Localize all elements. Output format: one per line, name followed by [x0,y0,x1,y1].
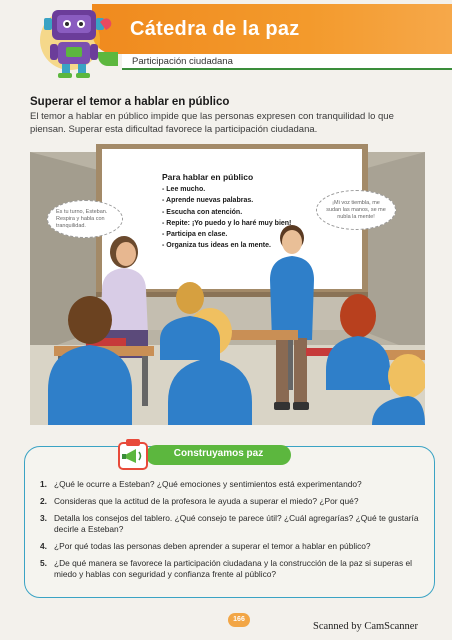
teacher-speech-bubble [47,200,123,238]
question-text: ¿De qué manera se favorece la participación ciudadana y la construcción de la paz si superas el miedo y hablas con seguridad y confianza frente al público? [54,558,412,579]
question-number: 3. [40,513,47,523]
student-thought-text: ¡Mi voz tiembla, me sudan las manos, se me nubla la mente! [326,199,386,220]
board-tip: - Lee mucho. [162,184,291,195]
board-tip: - Organiza tus ideas en la mente. [162,240,291,251]
list-item [40,513,425,535]
header-banner [92,4,452,66]
board-tip: - Repite: ¡Yo puedo y lo haré muy bien! [162,218,291,229]
board-tip: - Aprende nuevas palabras. [162,195,291,206]
question-text: ¿Qué le ocurre a Esteban? ¿Qué emociones y sentimientos está experimentando? [54,479,362,489]
question-number: 2. [40,496,47,506]
list-item [40,558,425,580]
list-item [40,496,425,507]
teacher-speech-text: Es tu turno, Esteban. Respira y habla con tranquilidad. [56,208,108,229]
list-item [40,541,425,552]
section-title: Superar el temor a hablar en público [30,96,230,108]
question-number: 5. [40,558,47,568]
list-item [40,479,425,490]
page-number: 166 [228,613,250,627]
megaphone-icon [116,437,150,471]
page-subtitle: Participación ciudadana [132,56,233,67]
student-thought-bubble [316,190,396,230]
board-tips [162,172,291,251]
question-text: ¿Por qué todas las personas deben aprender a superar el temor a hablar en público? [54,541,371,551]
board-tip: - Escucha con atención. [162,207,291,218]
intro-paragraph: El temor a hablar en público impide que las personas expresen con tranquilidad lo que piensan. Superar esta dificultad favorece la participación ciudadana. [30,111,394,135]
question-list [40,479,425,586]
board-tip: - Participa en clase. [162,229,291,240]
question-text: Consideras que la actitud de la profesora le ayuda a superar el miedo? ¿Por qué? [54,496,359,506]
question-number: 4. [40,541,47,551]
board-title: Para hablar en público [162,172,254,182]
question-number: 1. [40,479,47,489]
page-title: Cátedra de la paz [130,18,300,40]
robot-mascot-icon [40,2,114,80]
activity-tag-label: Construyamos paz [173,448,264,459]
subtitle-bar [122,54,452,70]
scanner-watermark: Scanned by CamScanner [313,621,418,632]
question-text: Detalla los consejos del tablero. ¿Qué consejo te parece útil? ¿Cuál agregarías? ¿Qué te gustaría decirle a Esteban? [54,513,419,534]
